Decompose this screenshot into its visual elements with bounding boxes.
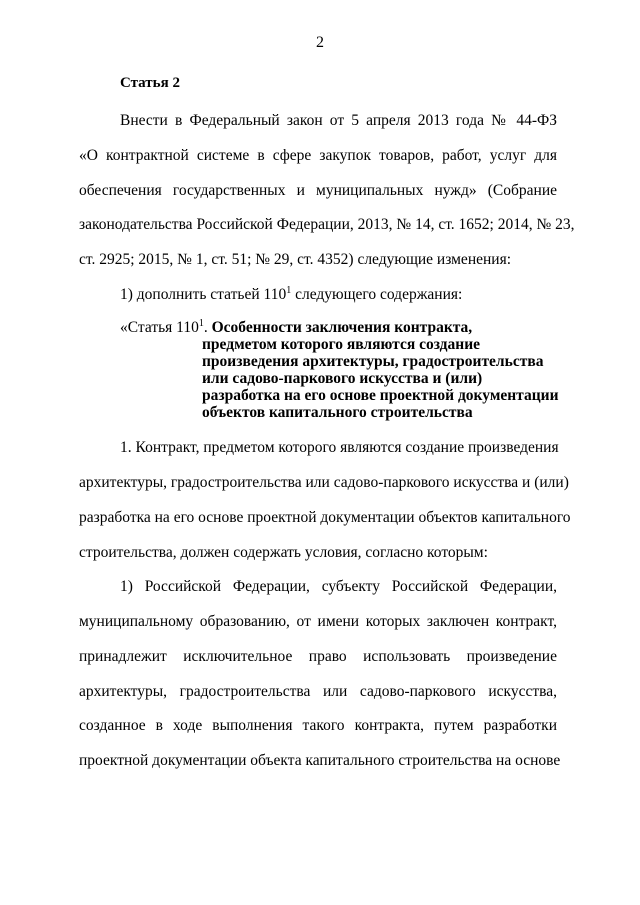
new-article-title-first: Особенности заключения контракта, — [211, 319, 473, 336]
sub-1-line: 1) Российской Федерации, субъекту Российской Федерации, — [120, 578, 557, 595]
item-1-superscript: 1 — [286, 285, 292, 296]
article-heading: Статья 2 — [120, 75, 180, 91]
new-article-dot: . — [203, 319, 212, 336]
new-article-title-line: или садово-паркового искусства и (или) — [202, 370, 483, 387]
new-article-title-line: объектов капитального строительства — [202, 404, 473, 421]
new-article-title-line: предметом которого являются создание — [202, 336, 481, 353]
sub-1-line: муниципальному образованию, от имени которых заключен контракт, — [79, 613, 557, 630]
item-1-prefix: 1) дополнить статьей 110 — [120, 286, 287, 303]
intro-line: ст. 2925; 2015, № 1, ст. 51; № 29, ст. 4352) следующие изменения: — [79, 251, 512, 268]
intro-line: Внести в Федеральный закон от 5 апреля 2013 года № 44-ФЗ — [120, 112, 557, 129]
intro-line: «О контрактной системе в сфере закупок товаров, работ, услуг для — [79, 147, 557, 164]
para-1-line: разработка на его основе проектной документации объектов капитального — [79, 509, 571, 526]
new-article-title-line: разработка на его основе проектной документации — [202, 387, 559, 404]
new-article-superscript: 1 — [198, 318, 204, 329]
item-1-suffix: следующего содержания: — [291, 286, 463, 303]
para-1-line: 1. Контракт, предметом которого являются создание произведения — [120, 439, 559, 456]
sub-1-line: архитектуры, градостроительства или садово-паркового искусства, — [79, 683, 557, 700]
sub-1-line: проектной документации объекта капитального строительства на основе — [79, 752, 561, 769]
new-article-prefix: «Статья 110 — [120, 319, 199, 336]
sub-1-line: созданное в ходе выполнения такого контракта, путем разработки — [79, 717, 557, 734]
para-1-line: строительства, должен содержать условия, согласно которым: — [79, 544, 488, 561]
sub-1-line: принадлежит исключительное право использовать произведение — [79, 648, 557, 665]
new-article-title — [120, 318, 472, 338]
para-1-line: архитектуры, градостроительства или садово-паркового искусства и (или) — [79, 474, 569, 491]
intro-line: обеспечения государственных и муниципальных нужд» (Собрание — [79, 182, 557, 199]
intro-line: законодательства Российской Федерации, 2013, № 14, ст. 1652; 2014, № 23, — [79, 216, 575, 233]
item-1 — [120, 285, 557, 305]
page-number: 2 — [316, 34, 324, 51]
new-article-title-line: произведения архитектуры, градостроительства — [202, 353, 544, 370]
